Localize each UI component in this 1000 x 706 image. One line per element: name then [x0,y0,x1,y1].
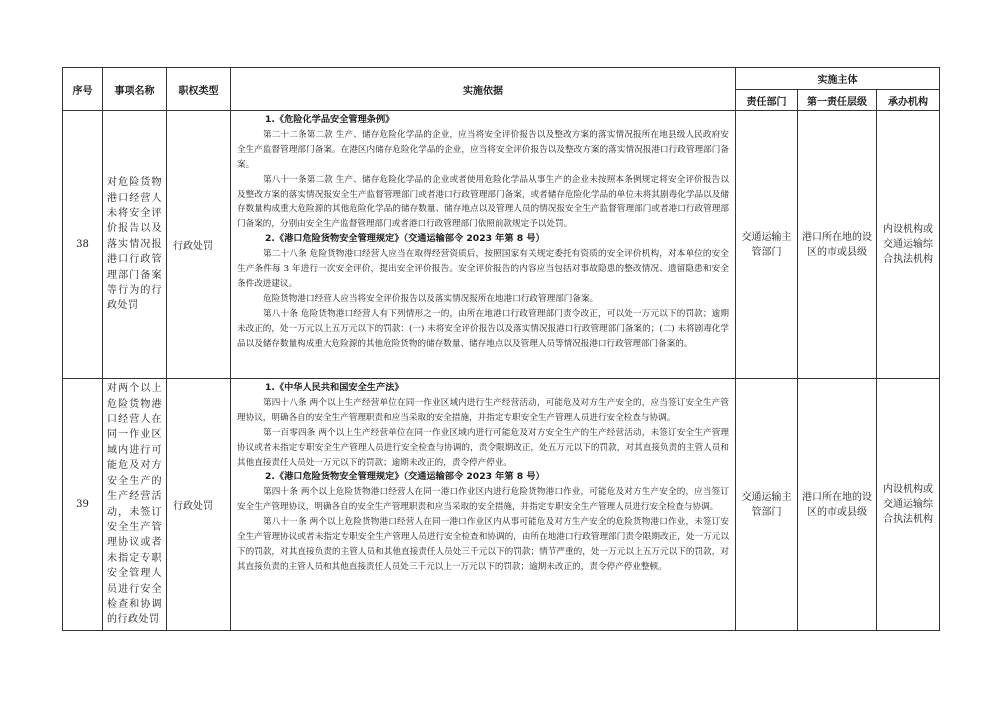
legal-basis [231,379,736,631]
item-name: 对两个以上危险货物港口经营人在同一作业区域内进行可能危及对方安全生产的生产经营活动，未签订安全生产管理协议或者未指定专职安全管理人员进行安全检查和协调的行政处罚 [103,379,167,631]
row-number: 39 [63,379,103,631]
handling-org: 内设机构或交通运输综合执法机构 [877,379,940,631]
basis-paragraph: 第四十八条 两个以上生产经营单位在同一作业区域内进行生产经营活动，可能危及对方生产安全的，应当签订安全生产管理协议，明确各自的安全生产管理职责和应当采取的安全措施，并指定专职安全生产管理人员进行安全检查与协调。 [237,397,729,423]
item-name: 对危险货物港口经营人未将安全评价报告以及落实情况报港口行政管理部门备案等行为的行政处罚 [103,111,167,379]
authority-table [62,67,940,631]
basis-paragraph: 第八十条 危险货物港口经营人有下列情形之一的，由所在地港口行政管理部门责令改正，可以处一万元以下的罚款；逾期未改正的，处一万元以上五万元以下的罚款：(一) 未将安全评价报告以及落实情况报港口行政管理部门备案的；(二) 未将剧毒化学品以及储存数量构成重大危险源的其他危险货物的储存数量、储存地点以及管理人员等情况报港口行政管理部门备案的。 [237,308,729,349]
header-type: 职权类型 [167,68,231,111]
basis-paragraph: 第八十一条第二款 生产、储存危险化学品的企业或者使用危险化学品从事生产的企业未按照本条例规定将安全评价报告以及整改方案的落实情况报安全生产监督管理部门或者港口行政管理部门备案，或者储存危险化学品的单位未将其剧毒化学品以及储存数量构成重大危险源的其他危险化学品的储存数量、储存地点以及管理人员的情况报安全生产监督管理部门或者港口行政管理部门备案的，分别由安全生产监督管理部门或者港口行政管理部门依照前款规定予以处罚。 [237,174,729,230]
authority-type: 行政处罚 [167,379,231,631]
header-org: 承办机构 [877,90,940,111]
basis-heading: 2.《港口危险货物安全管理规定》（交通运输部令 2023 年第 8 号） [265,233,545,245]
header-level: 第一责任层级 [798,90,877,111]
basis-heading: 1.《中华人民共和国安全生产法》 [265,382,404,393]
table-row [63,379,940,631]
responsibility-level: 港口所在地的设区的市或县级 [798,111,877,379]
header-dept: 责任部门 [736,90,798,111]
header-no: 序号 [63,68,103,111]
row-number: 38 [63,111,103,379]
responsible-dept: 交通运输主管部门 [736,379,798,631]
responsible-dept: 交通运输主管部门 [736,111,798,379]
basis-heading: 1.《危险化学品安全管理条例》 [265,114,395,125]
legal-basis [231,111,736,379]
header-name: 事项名称 [103,68,167,111]
basis-paragraph: 第一百零四条 两个以上生产经营单位在同一作业区域内进行可能危及对方安全生产的生产经营活动，未签订安全生产管理协议或者未指定专职安全生产管理人员进行安全检查与协调的，责令限期改正，处五万元以下的罚款，对其直接负责的主管人员和其他直接责任人员处一万元以下的罚款；逾期未改正的，责令停产停业。 [237,427,729,468]
header-subject: 实施主体 [736,68,940,90]
basis-paragraph: 第二十八条 危险货物港口经营人应当在取得经营资质后，按照国家有关规定委托有资质的安全评价机构，对本单位的安全生产条件每 3 年进行一次安全评价，提出安全评价报告。安全评价报告的内容应当包括对事故隐患的整改情况、遗留隐患和安全条件改进建议。 [237,249,729,289]
responsibility-level: 港口所在地的设区的市或县级 [798,379,877,631]
basis-paragraph: 危险货物港口经营人应当将安全评价报告以及落实情况报所在地港口行政管理部门备案。 [263,293,599,304]
basis-heading: 2.《港口危险货物安全管理规定》（交通运输部令 2023 年第 8 号） [265,471,545,483]
authority-type: 行政处罚 [167,111,231,379]
header-basis: 实施依据 [231,68,736,111]
handling-org: 内设机构或交通运输综合执法机构 [877,111,940,379]
basis-paragraph: 第四十条 两个以上危险货物港口经营人在同一港口作业区内进行危险货物港口作业，可能危及对方生产安全的，应当签订安全生产管理协议，明确各自的安全生产管理职责和应当采取的安全措施，并指定专职安全生产管理人员进行安全检查与协调。 [237,487,729,513]
basis-paragraph: 第二十二条第二款 生产、储存危险化学品的企业，应当将安全评价报告以及整改方案的落实情况报所在地县级人民政府安全生产监督管理部门备案。在港区内储存危险化学品的企业，应当将安全评价报告以及整改方案的落实情况报港口行政管理部门备案。 [237,129,729,170]
table-row [63,111,940,379]
basis-paragraph: 第八十一条 两个以上危险货物港口经营人在同一港口作业区内从事可能危及对方生产安全的危险货物港口作业，未签订安全生产管理协议或者未指定专职安全生产管理人员进行安全检查和协调的，由所在地港口行政管理部门责令限期改正，处一万元以下的罚款，对其直接负责的主管人员和其他直接责任人员处三千元以下的罚款；情节严重的，处一万元以上五万元以下的罚款，对其直接负责的主管人员和其他直接责任人员处三千元以上一万元以下的罚款；逾期未改正的，责令停产停业整顿。 [237,517,729,572]
